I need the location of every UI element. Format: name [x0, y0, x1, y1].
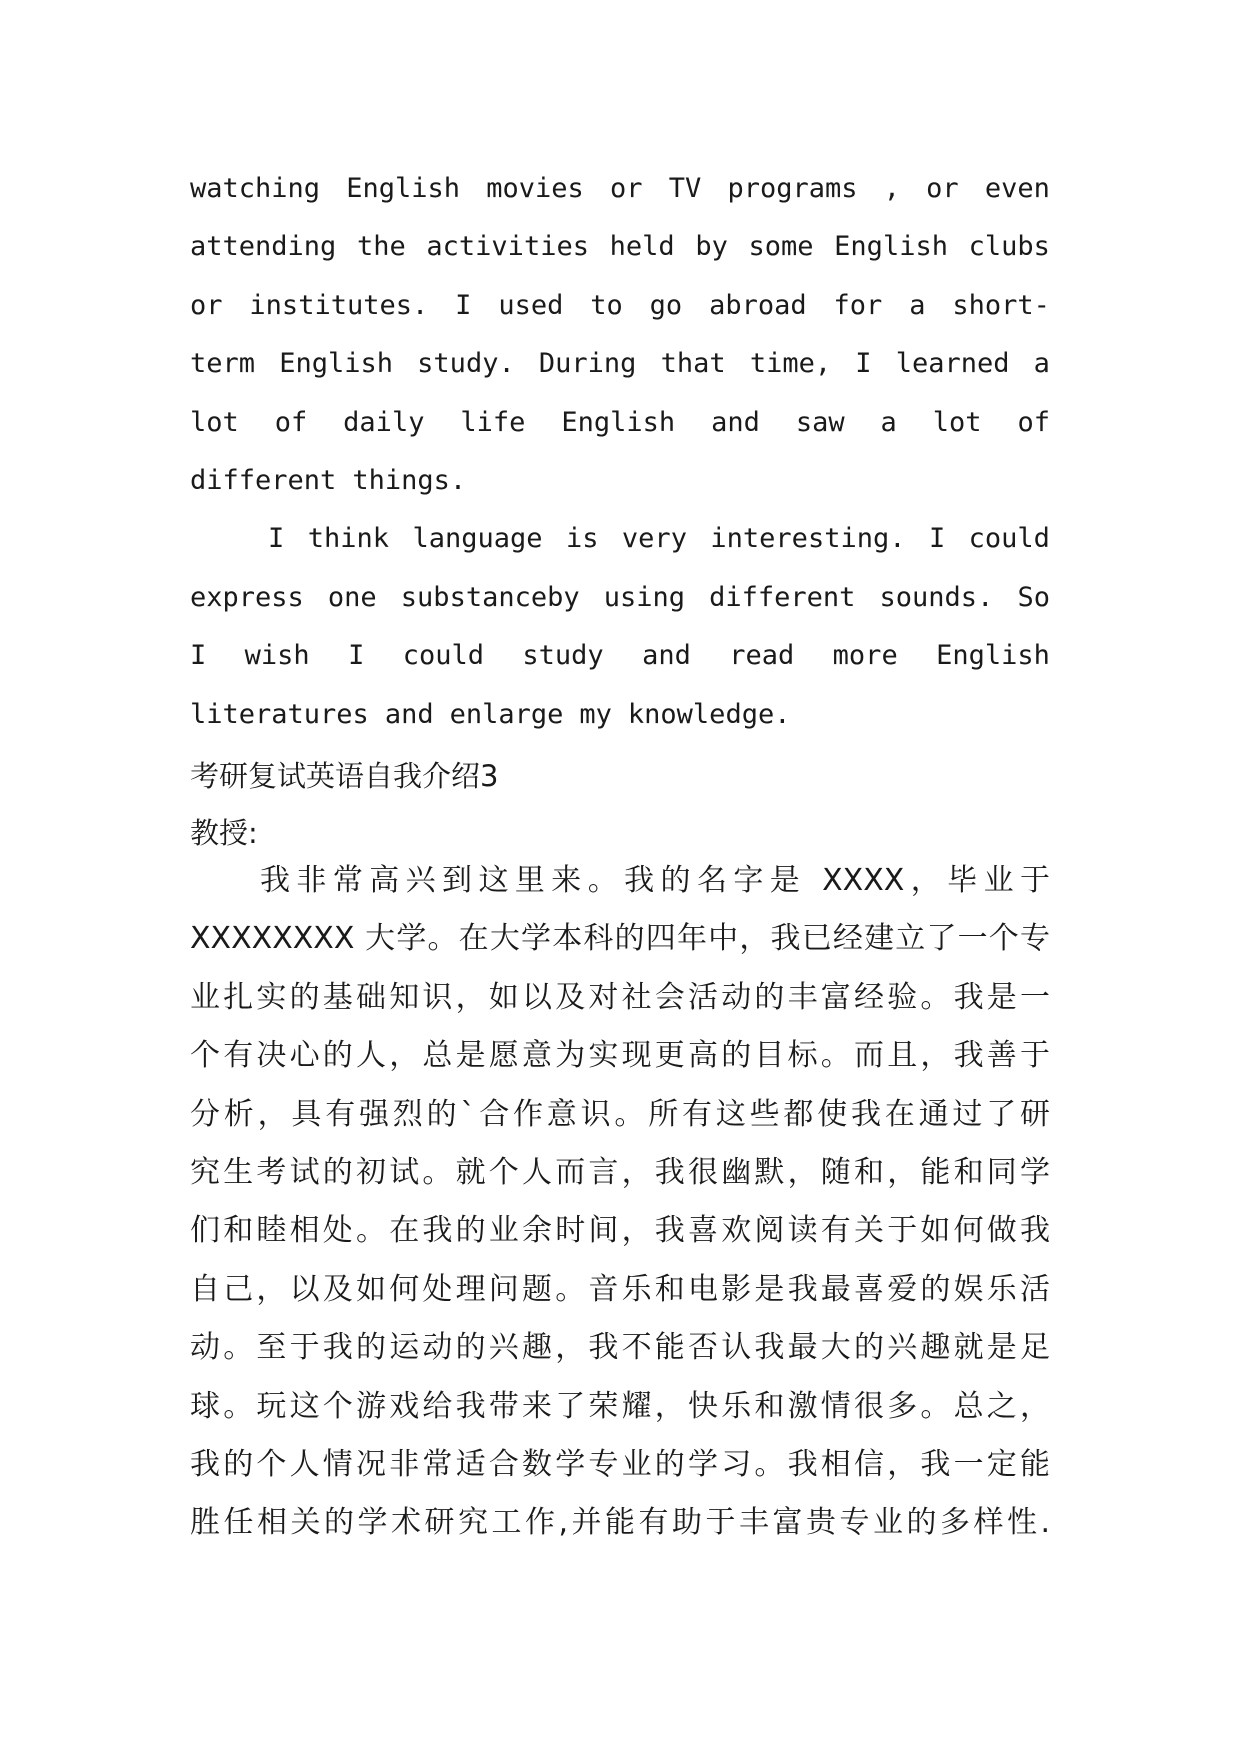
word: watching: [190, 173, 321, 204]
word: English: [936, 640, 1050, 672]
paragraph-line: [190, 452, 1050, 510]
word: interesting.: [710, 523, 906, 555]
paragraph-line: [190, 627, 1050, 685]
word: I: [455, 289, 472, 321]
word: that: [660, 348, 726, 380]
word: I: [855, 348, 872, 380]
word: think: [307, 523, 389, 555]
word: activities: [426, 231, 589, 263]
word: or: [926, 173, 959, 204]
word: my: [579, 698, 612, 730]
word: study.: [417, 348, 515, 380]
salutation: 教授:: [190, 816, 258, 850]
paragraph-line: XXXXXXXX 大学。在大学本科的四年中，我已经建立了一个专: [190, 921, 1050, 957]
paragraph-line: [190, 686, 1050, 744]
word: language: [412, 523, 543, 555]
word: English: [834, 231, 948, 263]
word: using: [603, 581, 685, 613]
word: TV: [668, 173, 702, 204]
word: life: [460, 406, 526, 438]
paragraph-line: [190, 510, 1050, 568]
word: lot: [190, 406, 239, 438]
word: clubs: [968, 231, 1050, 263]
paragraph-line: 们和睦相处。在我的业余时间，我喜欢阅读有关于如何做我: [190, 1213, 1050, 1249]
word: different: [190, 464, 337, 496]
word: literatures: [190, 698, 369, 730]
word: study: [522, 640, 604, 672]
word: movies: [486, 173, 584, 204]
paragraph-line: [190, 394, 1050, 452]
word: one: [327, 581, 377, 613]
paragraph-line: [190, 569, 1050, 627]
word: is: [565, 523, 599, 555]
word: sounds.: [879, 581, 994, 613]
word: learned: [895, 348, 1010, 380]
word: of: [274, 406, 308, 438]
word: some: [748, 231, 814, 263]
word: English: [561, 406, 676, 438]
paragraph-line: [190, 160, 1050, 218]
word: and: [384, 698, 434, 730]
word: time,: [749, 348, 832, 380]
word: wish: [244, 640, 310, 672]
word: even: [984, 173, 1050, 204]
word: to: [590, 289, 623, 321]
word: express: [190, 581, 304, 613]
word: or: [190, 289, 223, 321]
paragraph-line: 业扎实的基础知识，如以及对社会活动的丰富经验。我是一: [190, 979, 1050, 1015]
word: knowledge.: [627, 698, 791, 730]
paragraph-line: 胜任相关的学术研究工作,并能有助于丰富贵专业的多样性.: [190, 1505, 1050, 1541]
word: I: [268, 523, 285, 555]
word: term: [190, 348, 256, 380]
section-title: 考研复试英语自我介绍3: [190, 759, 499, 793]
word: things.: [352, 464, 467, 496]
word: enlarge: [449, 698, 564, 730]
paragraph-line: 动。至于我的运动的兴趣，我不能否认我最大的兴趣就是足: [190, 1330, 1050, 1366]
paragraph-line: 个有决心的人，总是愿意为实现更高的目标。而且，我善于: [190, 1038, 1050, 1074]
word: I: [348, 640, 365, 672]
word: I: [190, 640, 207, 672]
word: daily: [343, 406, 425, 438]
word: short-: [952, 289, 1050, 321]
word: could: [968, 523, 1050, 555]
word: I: [928, 523, 946, 555]
word: very: [621, 523, 687, 555]
word: institutes.: [249, 289, 429, 321]
word: of: [1017, 406, 1050, 438]
paragraph-line: 究生考试的初试。就个人而言，我很幽默，随和，能和同学: [190, 1154, 1050, 1190]
english-paragraphs: [190, 160, 1050, 744]
chinese-paragraph: [190, 852, 1050, 1553]
word: substanceby: [400, 581, 580, 613]
paragraph-line: [190, 277, 1050, 335]
word: by: [695, 231, 728, 263]
word: and: [711, 406, 760, 438]
paragraph-line: 球。玩这个游戏给我带来了荣耀，快乐和激情很多。总之，: [190, 1388, 1050, 1424]
word: a: [909, 289, 926, 321]
word: for: [833, 289, 883, 321]
word: read: [729, 640, 795, 672]
word: used: [498, 289, 564, 321]
word: could: [402, 640, 485, 672]
word: programs: [727, 173, 858, 204]
paragraph-line: 我的个人情况非常适合数学专业的学习。我相信，我一定能: [190, 1446, 1050, 1482]
paragraph-line: [190, 335, 1050, 393]
paragraph-line: 分析，具有强烈的`合作意识。所有这些都使我在通过了研: [190, 1096, 1050, 1132]
word: English: [279, 348, 393, 380]
word: and: [642, 640, 691, 672]
word: different: [709, 581, 856, 613]
word: go: [649, 289, 683, 321]
word: So: [1017, 581, 1050, 613]
word: more: [832, 640, 898, 672]
word: saw: [795, 406, 845, 438]
word: the: [356, 231, 406, 263]
word: or: [610, 173, 643, 204]
word: a: [880, 406, 897, 438]
paragraph-line: 自己，以及如何处理问题。音乐和电影是我最喜爱的娱乐活: [190, 1271, 1050, 1307]
word: attending: [190, 231, 337, 263]
word: ,: [883, 173, 900, 204]
word: During: [538, 348, 637, 380]
word: lot: [932, 406, 982, 438]
paragraph-line: [190, 218, 1050, 276]
word: English: [346, 173, 461, 204]
word: held: [609, 231, 675, 263]
paragraph-line: 我非常高兴到这里来。我的名字是 XXXX，毕业于: [260, 863, 1050, 898]
word: a: [1033, 348, 1050, 380]
word: abroad: [709, 289, 807, 321]
